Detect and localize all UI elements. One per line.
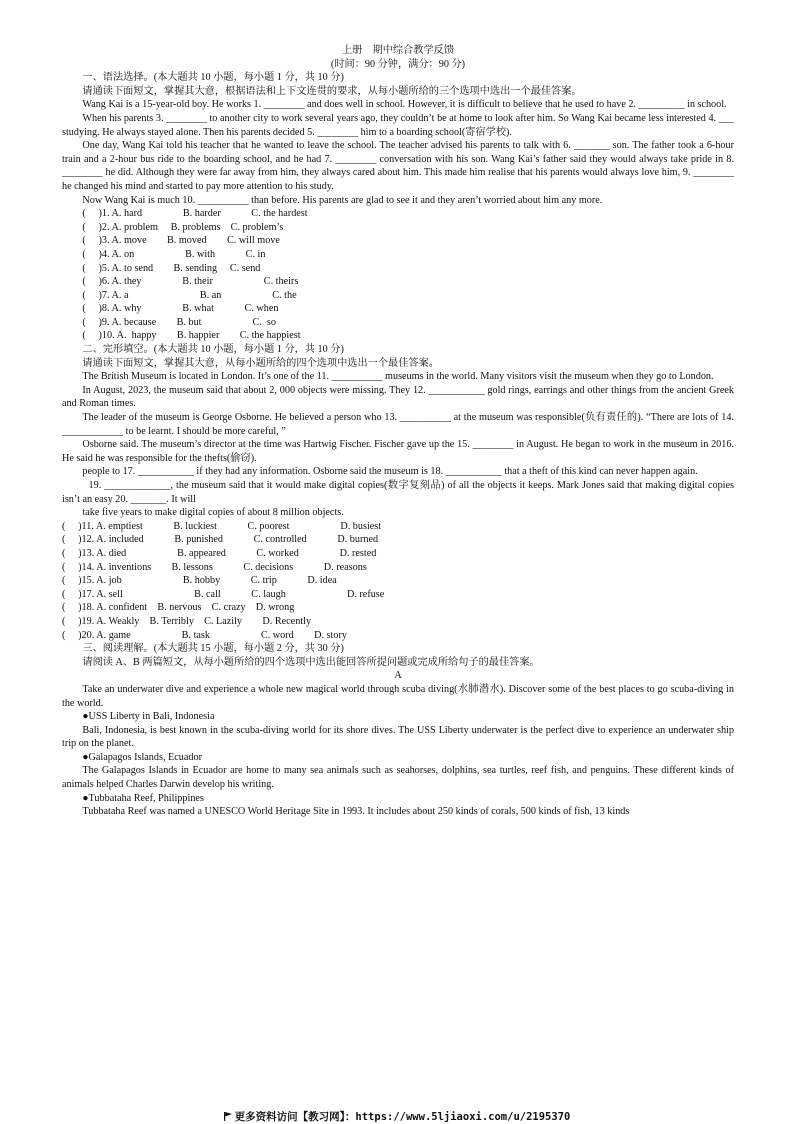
section2-paragraph: The leader of the museum is George Osborne. He believed a person who 13. __________ at the museum was responsible(负有责任的). “There are lots of 14. ____________ to be learnt. I should be more careful, ” <box>62 412 734 437</box>
page-subtitle: (时间：90 分钟，满分：90 分) <box>330 58 466 70</box>
question-option-row: ( )9. A. because B. but C. so <box>82 316 276 328</box>
flag-icon <box>224 1112 232 1121</box>
question-option-row: ( )5. A. to send B. sending C. send <box>82 262 261 274</box>
place-description: Tubbataha Reef was named a UNESCO World Heritage Site in 1993. It includes about 250 kinds of corals, 500 kinds of fish, 13 kinds <box>82 806 630 818</box>
question-option-row: ( )10. A. happy B. happier C. the happiest <box>82 330 301 342</box>
question-option-row: ( )14. A. inventions B. lessons C. decisions D. reasons <box>62 561 367 573</box>
section3-instruction: 请阅读 A、B 两篇短文，从每小题所给的四个选项中选出能回答所提问题或完成所给句子的最佳答案。 <box>82 656 540 668</box>
section3-heading: 三、阅读理解。(本大题共 15 小题，每小题 2 分，共 30 分) <box>82 643 344 655</box>
footer-text: 更多资料访问【教习网】：https://www.5ljiaoxi.com/u/2195370 <box>234 1111 571 1123</box>
section2-heading: 二、完形填空。(本大题共 10 小题，每小题 1 分，共 10 分) <box>82 344 344 356</box>
question-option-row: ( )1. A. hard B. harder C. the hardest <box>82 208 308 220</box>
page-title: 上册 期中综合教学反馈 <box>341 45 455 56</box>
question-option-row: ( )8. A. why B. what C. when <box>82 303 279 315</box>
question-option-row: ( )4. A. on B. with C. in <box>82 248 266 260</box>
section2-paragraph: 19. _____________, the museum said that it would make digital copies(数字复刻品) of all the objects it keeps. Mark Jones said that making digital copies isn’t an easy 20. _______. It will <box>62 480 734 505</box>
section1-heading: 一、语法选择。(本大题共 10 小题，每小题 1 分，共 10 分) <box>82 72 344 84</box>
question-option-row: ( )18. A. confident B. nervous C. crazy D. wrong <box>62 602 295 614</box>
place-heading: ●USS Liberty in Bali, Indonesia <box>82 711 215 723</box>
question-option-row: ( )12. A. included B. punished C. controlled D. burned <box>62 534 379 546</box>
question-option-row: ( )17. A. sell B. call C. laugh D. refuse <box>62 588 385 600</box>
section1-paragraph: Wang Kai is a 15-year-old boy. He works 1. ________ and does well in school. However, it is difficult to believe that he used to have 2. _________ in school. <box>82 99 727 111</box>
footer-link[interactable] <box>0 1109 794 1124</box>
passage-intro: Take an underwater dive and experience a whole new magical world through scuba diving(水肺潜水). Discover some of the best places to go scuba-diving in the world. <box>62 683 734 709</box>
section2-paragraph: In August, 2023, the museum said that about 2, 000 objects were missing. They 12. ___________ gold rings, earrings and other things from the ancient Greek and Roman times. <box>62 384 734 410</box>
place-heading: ●Galapagos Islands, Ecuador <box>82 751 202 763</box>
document-page <box>62 44 734 819</box>
section2-instruction: 请通读下面短文，掌握其大意，从每小题所给的四个选项中选出一个最佳答案。 <box>82 357 439 369</box>
question-option-row: ( )20. A. game B. task C. word D. story <box>62 629 347 641</box>
question-option-row: ( )19. A. Weakly B. Terribly C. Lazily D. Recently <box>62 615 312 627</box>
question-option-row: ( )7. A. a B. an C. the <box>82 289 297 301</box>
place-description: The Galapagos Islands in Ecuador are home to many sea animals such as seahorses, dolphins, sea turtles, reef fish, and penguins. These different kinds of animals helped Charles Darwin develop his writing. <box>62 765 734 791</box>
question-option-row: ( )3. A. move B. moved C. will move <box>82 235 280 247</box>
section2-paragraph: The British Museum is located in London. It’s one of the 11. __________ museums in the world. Many visitors visit the museum when they go to London. <box>82 371 714 383</box>
section1-paragraph: Now Wang Kai is much 10. __________ than before. His parents are glad to see it and they aren’t worried about him any more. <box>82 194 603 206</box>
section2-paragraph: people to 17. ___________ if they had any information. Osborne said the museum is 18. ___________ that a theft of this kind can never happen again. <box>82 466 698 478</box>
place-description: Bali, Indonesia, is best known in the scuba-diving world for its shore dives. The USS Liberty underwater is the perfect dive to experience an underwater ship trip on the planet. <box>62 724 734 750</box>
section1-paragraph: When his parents 3. ________ to another city to work several years ago, they couldn’t be at home to look after him. So Wang Kai became less interested 4. ___ studying. He always stayed alone. Then his parents decided 5. ________ him to a boarding school(寄宿学校). <box>62 112 734 138</box>
section2-paragraph: Osborne said. The museum’s director at the time was Hartwig Fischer. Fischer gave up the 15. ________ in August. He began to work in the museum in 2016. He said he was responsible for the thefts(偷窃). <box>62 439 734 464</box>
question-option-row: ( )2. A. problem B. problems C. problem’s <box>82 221 284 233</box>
passage-label: A <box>394 670 402 682</box>
section2-paragraph: take five years to make digital copies of about 8 million objects. <box>82 507 344 519</box>
question-option-row: ( )11. A. emptiest B. luckiest C. poorest D. busiest <box>62 520 382 532</box>
section1-instruction: 请通读下面短文，掌握其大意，根据语法和上下文连贯的要求，从每小题所给的三个选项中选出一个最佳答案。 <box>82 85 582 97</box>
question-option-row: ( )15. A. job B. hobby C. trip D. idea <box>62 575 337 587</box>
question-option-row: ( )13. A. died B. appeared C. worked D. rested <box>62 547 377 559</box>
section1-paragraph: One day, Wang Kai told his teacher that he wanted to leave the school. The teacher advised his parents to talk with 6. _______ son. The father took a 6-hour train and a 2-hour bus ride to the boarding school, and he had 7. ________ conversation with his son. Wang Kai’s father said they would always take pride in 8. ________ he did. Although they were far away from him, they always cared about him. This made him realise that his parents would always love him, 9. ________ he changed his mind and started to pay more attention to his study. <box>62 140 734 192</box>
question-option-row: ( )6. A. they B. their C. theirs <box>82 276 299 288</box>
place-heading: ●Tubbataha Reef, Philippines <box>82 792 204 804</box>
